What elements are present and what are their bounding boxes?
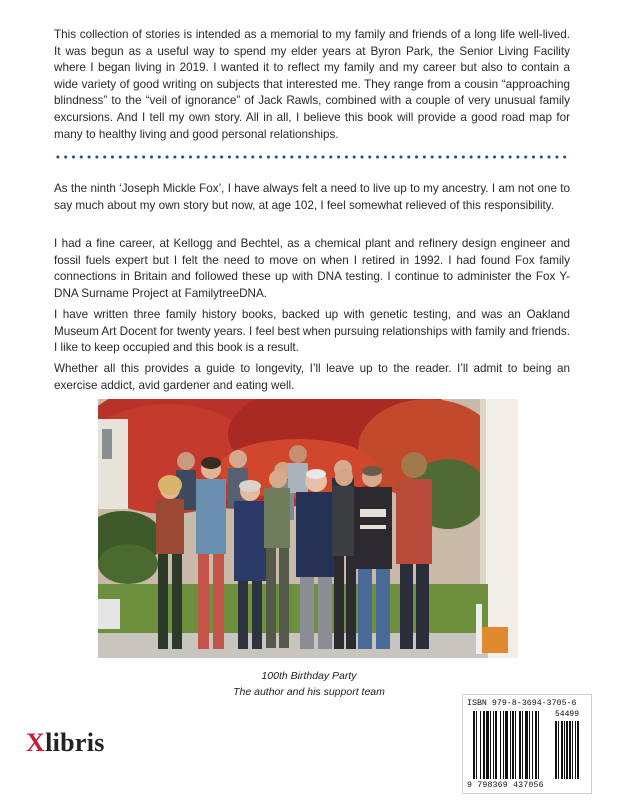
publisher-logo: [26, 728, 105, 758]
ean-number: 9 798369 437056: [467, 781, 544, 790]
body-paragraph-longevity: Whether all this provides a guide to longevity, I’ll leave up to the reader. I’ll admit to being an exercise addict, avid gardener and eating well.: [54, 362, 570, 392]
intro-paragraph: This collection of stories is intended as a memorial to my family and friends of a long life well-lived. It was begun as a useful way to spend my elder years at Byron Park, the Senior Living Facility where I began living in 2019. I wanted it to reflect my family and my career but also to contain a wide variety of good writing on subjects that interested me. They range from a cousin “approaching blindness” to the “veil of ignorance” of Jack Rawls, combined with a couple of very unusual family excursions. And I tell my own story. All in all, I believe this book will provide a good road map for many to healthy living and good personal relationships.: [54, 28, 570, 141]
isbn-label: ISBN 979-8-3694-3705-6: [467, 699, 577, 708]
barcode-addon-number: 54499: [555, 710, 580, 719]
photo-caption-title: 100th Birthday Party: [261, 670, 357, 682]
dotted-divider: [54, 154, 568, 160]
body-paragraph-books: I have written three family history books, backed up with genetic testing, and was an Oakland Museum Art Docent for twenty years. I feel best when pursuing relationships with family and friends. I like to keep occupied and this book is a result.: [54, 308, 570, 355]
isbn-barcode: [462, 694, 592, 794]
group-photo: [98, 399, 518, 658]
barcode-bars: [473, 711, 585, 779]
publisher-logo-rest: libris: [45, 728, 105, 757]
publisher-logo-x: X: [26, 728, 46, 757]
photo-caption-subtitle: The author and his support team: [233, 686, 385, 698]
body-paragraph-ancestry: As the ninth ‘Joseph Mickle Fox’, I have always felt a need to live up to my ancestry. I am not one to say much about my own story but now, at age 102, I feel somewhat relieved of this responsibility.: [54, 182, 570, 212]
body-paragraph-career: I had a fine career, at Kellogg and Bechtel, as a chemical plant and refinery design engineer and fossil fuels expert but I felt the need to move on when I retired in 1992. I had found Fox family connections in Britain and followed these up with DNA testing. I continue to administer the Fox Y-DNA Surname Project at FamilytreeDNA.: [54, 237, 570, 300]
